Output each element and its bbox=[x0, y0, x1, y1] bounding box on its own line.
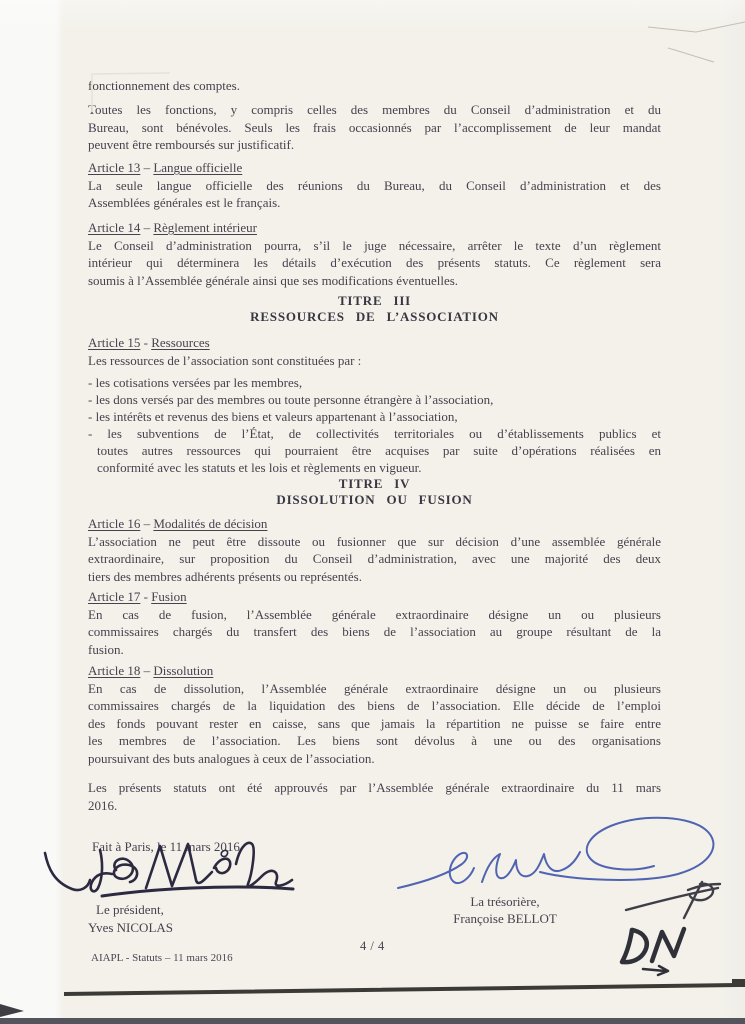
signer-role: Le président, bbox=[96, 902, 164, 917]
paragraph-line: 2016. bbox=[88, 797, 118, 813]
article-separator: - bbox=[140, 589, 152, 604]
paragraph-line: soumis à l’Assemblée générale ainsi que ses modifications éventuelles. bbox=[88, 272, 459, 288]
article-14 bbox=[88, 219, 661, 289]
titre-subtitle: DISSOLUTION OU FUSION bbox=[276, 492, 473, 507]
paragraph-line: des fonds pouvant rester en caisse, sans que jamais la répartition ne puisse se faire entre bbox=[88, 715, 661, 731]
approval-statement bbox=[88, 779, 661, 814]
paragraph-line: Les ressources de l’association sont constituées par : bbox=[88, 352, 362, 368]
article-label: Article 15 bbox=[88, 335, 141, 350]
article-15-heading bbox=[88, 334, 661, 352]
titre-subtitle: RESSOURCES DE L’ASSOCIATION bbox=[250, 309, 499, 324]
article-17-heading bbox=[88, 588, 661, 606]
article-17 bbox=[88, 588, 661, 658]
titre-4-heading bbox=[88, 476, 661, 508]
article-18-heading bbox=[88, 662, 661, 680]
paragraph-line: extraordinaire, sur proposition du Conseil d’administration, avec une majorité des deux bbox=[88, 551, 661, 566]
footer-document-reference: AIAPL - Statuts – 11 mars 2016 bbox=[91, 952, 233, 964]
article-title: Règlement intérieur bbox=[153, 220, 257, 235]
list-item: - les cotisations versées par les membres, bbox=[88, 375, 303, 390]
page-text-block bbox=[88, 0, 661, 1024]
paragraph-line: L’association ne peut être dissoute ou fusionner que sur décision d’une assemblée générale bbox=[88, 533, 661, 549]
paragraph-line: La seule langue officielle des réunions du Bureau, du Conseil d’administration et des bbox=[88, 177, 661, 193]
article-separator: – bbox=[140, 220, 154, 235]
list-item: - les intérêts et revenus des biens et valeurs appartenant à l’association, bbox=[88, 409, 458, 424]
article-separator: - bbox=[140, 335, 152, 350]
article-title: Dissolution bbox=[153, 663, 214, 678]
paragraph-line: poursuivant des buts analogues à ceux de l’association. bbox=[88, 750, 375, 766]
article-label: Article 13 bbox=[88, 160, 141, 175]
paragraph-line: Les présents statuts ont été approuvés par l’Assemblée générale extraordinaire du 11 mars bbox=[88, 780, 661, 795]
article-title: Modalités de décision bbox=[153, 516, 268, 531]
article-separator: – bbox=[140, 516, 154, 531]
article-16-heading bbox=[88, 515, 661, 533]
paragraph-line: intérieur qui déterminera les détails d’exécution des présents statuts. Ce règlement sera bbox=[88, 255, 661, 270]
page-number: 4 / 4 bbox=[360, 939, 385, 953]
scan-bottom-strip bbox=[0, 1018, 745, 1024]
titre-3-heading bbox=[88, 293, 661, 325]
article-13-heading bbox=[88, 159, 661, 177]
paragraph-benevoles bbox=[88, 101, 661, 154]
signer-name: Françoise BELLOT bbox=[453, 910, 557, 926]
article-15 bbox=[88, 334, 661, 369]
treasurer-signature-caption bbox=[438, 894, 572, 927]
titre-number: TITRE IV bbox=[338, 476, 411, 491]
article-label: Article 17 bbox=[88, 589, 141, 604]
signer-role: La trésorière, bbox=[470, 894, 540, 909]
paragraph-line: tiers des membres adhérents présents ou représentés. bbox=[88, 568, 362, 584]
article-label: Article 18 bbox=[88, 663, 141, 678]
article-title: Fusion bbox=[151, 589, 187, 604]
list-item-continuation: conformité avec les statuts et les lois et règlements en vigueur. bbox=[97, 460, 422, 475]
paragraph-line: Toutes les fonctions, y compris celles des membres du Conseil d’administration et du bbox=[88, 102, 661, 117]
list-item: - les subventions de l’État, de collectivités territoriales ou d’établissements publics et bbox=[88, 426, 661, 441]
paragraph-line: Assemblées générales est le français. bbox=[88, 195, 281, 210]
paragraph-line: peuvent être remboursés sur justificatif. bbox=[88, 137, 295, 152]
paragraph-line: En cas de dissolution, l’Assemblée générale extraordinaire désigne un ou plusieurs bbox=[88, 680, 661, 696]
article-14-heading bbox=[88, 219, 661, 237]
crease-marks bbox=[648, 22, 745, 62]
article-13 bbox=[88, 159, 661, 212]
paragraph-line: commissaires chargés de la liquidation des biens de l’association. Elle décide de l’emploi bbox=[88, 698, 661, 713]
list-item-continuation: toutes autres ressources qui pourraient être acquises par suite d’opérations réalisées en bbox=[97, 443, 661, 458]
titre-number: TITRE III bbox=[337, 293, 412, 308]
article-title: Ressources bbox=[151, 335, 210, 350]
article-16 bbox=[88, 515, 661, 585]
paragraph-line: Bureau, sont bénévoles. Seuls les frais occasionnés par l’accomplissement de leur mandat bbox=[88, 119, 661, 135]
signature-place-date: Fait à Paris, le 11 mars 2016 bbox=[92, 839, 240, 854]
paragraph-line: les membres de l’association. Les biens sont dévolus à une ou des organisations bbox=[88, 733, 661, 748]
article-18 bbox=[88, 662, 661, 767]
article-label: Article 16 bbox=[88, 516, 141, 531]
paragraph-line: En cas de fusion, l’Assemblée générale extraordinaire désigne un ou plusieurs bbox=[88, 606, 661, 622]
resources-list bbox=[88, 374, 661, 476]
paragraph-line: Le Conseil d’administration pourra, s’il le juge nécessaire, arrêter le texte d’un règlement bbox=[88, 237, 661, 253]
article-label: Article 14 bbox=[88, 220, 141, 235]
article-separator: – bbox=[140, 663, 154, 678]
list-item: - les dons versés par des membres ou toute personne étrangère à l’association, bbox=[88, 392, 494, 407]
president-signature-caption bbox=[88, 901, 174, 936]
signer-name: Yves NICOLAS bbox=[88, 919, 174, 935]
paragraph-comptes-line: fonctionnement des comptes. bbox=[88, 78, 240, 93]
article-title: Langue officielle bbox=[153, 160, 243, 175]
paragraph-line: commissaires chargés du transfert des biens de l’association au groupe résultant de la bbox=[88, 624, 661, 639]
article-separator: – bbox=[140, 160, 154, 175]
paragraph-line: fusion. bbox=[88, 641, 124, 657]
